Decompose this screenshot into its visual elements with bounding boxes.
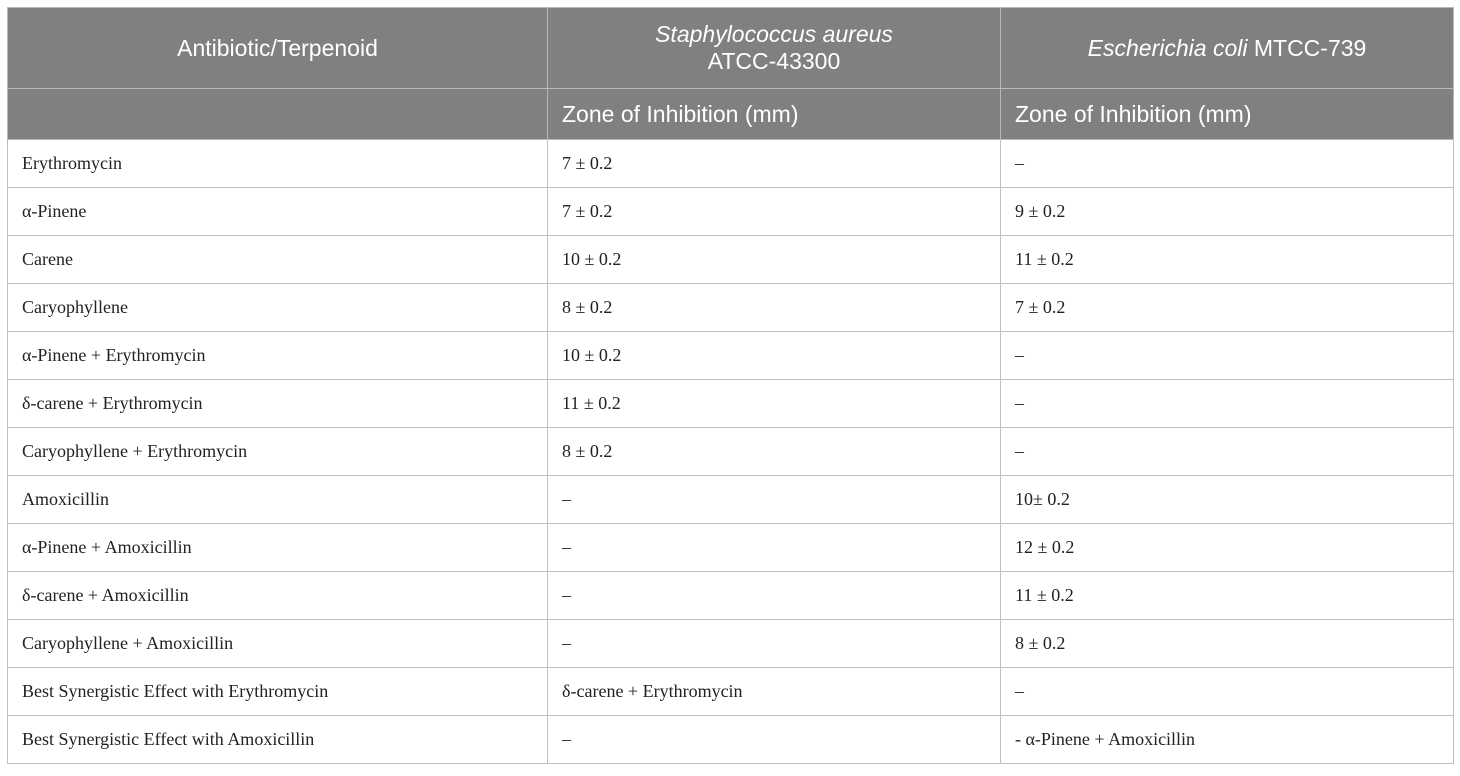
header-escherichia-species: Escherichia coli (1087, 34, 1248, 61)
cell-agent: Carene (8, 236, 548, 284)
cell-ec-zone: 10± 0.2 (1001, 476, 1454, 524)
table-row (8, 140, 1454, 188)
cell-sa-zone: – (548, 716, 1001, 764)
header-escherichia (1001, 8, 1454, 89)
cell-sa-zone: – (548, 476, 1001, 524)
subheader-zone-escherichia: Zone of Inhibition (mm) (1001, 89, 1454, 140)
table-row (8, 428, 1454, 476)
cell-sa-zone: 7 ± 0.2 (548, 140, 1001, 188)
cell-sa-zone: 8 ± 0.2 (548, 284, 1001, 332)
cell-sa-zone: – (548, 620, 1001, 668)
header-antibiotic-terpenoid: Antibiotic/Terpenoid (8, 8, 548, 89)
subheader-empty (8, 89, 548, 140)
subheader-row (8, 89, 1454, 140)
cell-agent: Best Synergistic Effect with Erythromycin (8, 668, 548, 716)
cell-ec-zone: 11 ± 0.2 (1001, 236, 1454, 284)
cell-agent: δ-carene + Amoxicillin (8, 572, 548, 620)
cell-agent: Amoxicillin (8, 476, 548, 524)
cell-sa-zone: 10 ± 0.2 (548, 332, 1001, 380)
header-staphylococcus-strain: ATCC-43300 (707, 48, 841, 74)
cell-agent: Caryophyllene (8, 284, 548, 332)
header-staphylococcus-species: Staphylococcus aureus (655, 21, 893, 47)
table-row (8, 572, 1454, 620)
cell-ec-zone: - α-Pinene + Amoxicillin (1001, 716, 1454, 764)
cell-ec-zone: 7 ± 0.2 (1001, 284, 1454, 332)
cell-ec-zone: – (1001, 428, 1454, 476)
inhibition-table (7, 7, 1454, 764)
cell-ec-zone: – (1001, 332, 1454, 380)
cell-ec-zone: – (1001, 380, 1454, 428)
header-row (8, 8, 1454, 89)
cell-agent: α-Pinene (8, 188, 548, 236)
table-row (8, 716, 1454, 764)
cell-agent: α-Pinene + Erythromycin (8, 332, 548, 380)
cell-ec-zone: 9 ± 0.2 (1001, 188, 1454, 236)
cell-ec-zone: – (1001, 140, 1454, 188)
subheader-zone-staphylococcus: Zone of Inhibition (mm) (548, 89, 1001, 140)
cell-sa-zone: 10 ± 0.2 (548, 236, 1001, 284)
cell-agent: α-Pinene + Amoxicillin (8, 524, 548, 572)
cell-sa-zone: 8 ± 0.2 (548, 428, 1001, 476)
table-row (8, 380, 1454, 428)
cell-ec-zone: 11 ± 0.2 (1001, 572, 1454, 620)
table-row (8, 332, 1454, 380)
cell-agent: Erythromycin (8, 140, 548, 188)
cell-agent: Caryophyllene + Erythromycin (8, 428, 548, 476)
cell-ec-zone: – (1001, 668, 1454, 716)
table-row (8, 284, 1454, 332)
cell-agent: Best Synergistic Effect with Amoxicillin (8, 716, 548, 764)
cell-sa-zone: – (548, 524, 1001, 572)
table-row (8, 524, 1454, 572)
table-row (8, 476, 1454, 524)
cell-ec-zone: 12 ± 0.2 (1001, 524, 1454, 572)
table-row (8, 668, 1454, 716)
table-row (8, 236, 1454, 284)
cell-sa-zone: 11 ± 0.2 (548, 380, 1001, 428)
cell-sa-zone: δ-carene + Erythromycin (548, 668, 1001, 716)
header-escherichia-strain: MTCC-739 (1247, 34, 1367, 61)
cell-sa-zone: 7 ± 0.2 (548, 188, 1001, 236)
header-staphylococcus (548, 8, 1001, 89)
cell-agent: Caryophyllene + Amoxicillin (8, 620, 548, 668)
cell-agent: δ-carene + Erythromycin (8, 380, 548, 428)
cell-ec-zone: 8 ± 0.2 (1001, 620, 1454, 668)
table-row (8, 620, 1454, 668)
cell-sa-zone: – (548, 572, 1001, 620)
table-row (8, 188, 1454, 236)
